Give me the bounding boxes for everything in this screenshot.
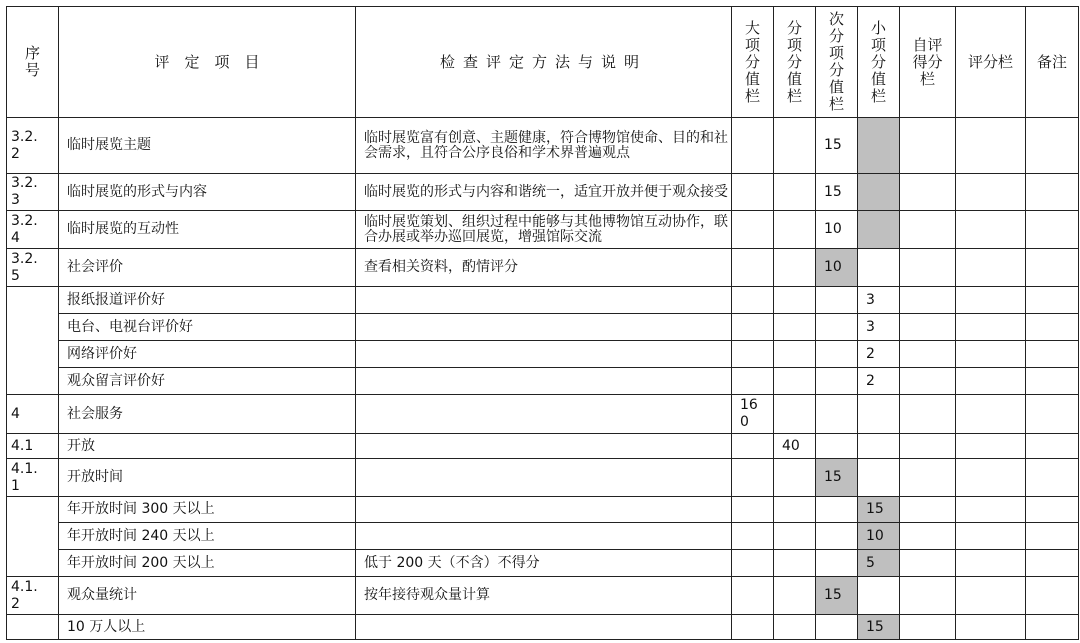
row-item: 年开放时间 300 天以上 — [59, 497, 356, 523]
row-sub — [774, 314, 816, 341]
row-seq — [7, 287, 59, 395]
row-secondary — [816, 434, 858, 459]
row-notes[interactable] — [1026, 314, 1079, 341]
row-item: 临时展览的形式与内容 — [59, 174, 356, 211]
row-method — [356, 497, 732, 523]
row-self-score[interactable] — [900, 577, 956, 615]
row-minor: 2 — [858, 341, 900, 368]
header-sub-score: 分项分值栏 — [774, 7, 816, 118]
row-major — [732, 550, 774, 577]
row-method — [356, 434, 732, 459]
row-major — [732, 118, 774, 174]
row-self-score[interactable] — [900, 523, 956, 550]
header-row — [7, 7, 1079, 118]
header-rating: 评分栏 — [956, 7, 1026, 118]
row-rating[interactable] — [956, 249, 1026, 287]
table-row — [7, 434, 1079, 459]
row-minor — [858, 577, 900, 615]
row-sub — [774, 118, 816, 174]
row-self-score[interactable] — [900, 368, 956, 395]
row-method — [356, 341, 732, 368]
row-self-score[interactable] — [900, 118, 956, 174]
row-minor: 15 — [858, 497, 900, 523]
row-self-score[interactable] — [900, 174, 956, 211]
row-notes[interactable] — [1026, 497, 1079, 523]
row-notes[interactable] — [1026, 434, 1079, 459]
row-notes[interactable] — [1026, 368, 1079, 395]
row-rating[interactable] — [956, 550, 1026, 577]
row-sub — [774, 211, 816, 249]
header-secondary-score: 次分项分值栏 — [816, 7, 858, 118]
table-row — [7, 287, 1079, 314]
row-minor — [858, 395, 900, 434]
table-row — [7, 211, 1079, 249]
row-seq: 3.2.5 — [7, 249, 59, 287]
row-self-score[interactable] — [900, 211, 956, 249]
row-method: 临时展览的形式与内容和谐统一，适宜开放并便于观众接受 — [356, 174, 732, 211]
row-seq: 4 — [7, 395, 59, 434]
row-secondary — [816, 395, 858, 434]
row-item: 开放 — [59, 434, 356, 459]
row-minor — [858, 434, 900, 459]
row-sub: 40 — [774, 434, 816, 459]
table-row — [7, 550, 1079, 577]
row-major — [732, 314, 774, 341]
row-notes[interactable] — [1026, 523, 1079, 550]
row-minor — [858, 211, 900, 249]
table-row — [7, 118, 1079, 174]
row-secondary: 15 — [816, 174, 858, 211]
table-row — [7, 395, 1079, 434]
table-row — [7, 174, 1079, 211]
row-self-score[interactable] — [900, 287, 956, 314]
row-seq: 3.2.2 — [7, 118, 59, 174]
row-minor — [858, 118, 900, 174]
table-row — [7, 368, 1079, 395]
row-item: 观众留言评价好 — [59, 368, 356, 395]
row-item: 年开放时间 240 天以上 — [59, 523, 356, 550]
row-secondary — [816, 287, 858, 314]
row-item: 报纸报道评价好 — [59, 287, 356, 314]
row-self-score[interactable] — [900, 341, 956, 368]
row-method: 查看相关资料，酌情评分 — [356, 249, 732, 287]
row-item: 临时展览主题 — [59, 118, 356, 174]
row-sub — [774, 459, 816, 497]
table-row — [7, 249, 1079, 287]
row-major — [732, 577, 774, 615]
row-major — [732, 249, 774, 287]
row-item: 社会服务 — [59, 395, 356, 434]
row-notes[interactable] — [1026, 459, 1079, 497]
row-method: 按年接待观众量计算 — [356, 577, 732, 615]
row-major — [732, 341, 774, 368]
row-notes[interactable] — [1026, 174, 1079, 211]
row-self-score[interactable] — [900, 497, 956, 523]
row-rating[interactable] — [956, 523, 1026, 550]
row-secondary — [816, 341, 858, 368]
row-rating[interactable] — [956, 118, 1026, 174]
row-major — [732, 459, 774, 497]
row-rating[interactable] — [956, 287, 1026, 314]
row-major — [732, 615, 774, 640]
row-secondary: 15 — [816, 577, 858, 615]
row-self-score[interactable] — [900, 550, 956, 577]
header-item: 评 定 项 目 — [59, 7, 356, 118]
row-method — [356, 615, 732, 640]
row-notes[interactable] — [1026, 395, 1079, 434]
row-seq — [7, 615, 59, 640]
row-notes[interactable] — [1026, 550, 1079, 577]
row-rating[interactable] — [956, 459, 1026, 497]
header-seq: 序号 — [7, 7, 59, 118]
row-seq: 4.1 — [7, 434, 59, 459]
row-notes[interactable] — [1026, 615, 1079, 640]
row-seq: 4.1.1 — [7, 459, 59, 497]
row-secondary — [816, 497, 858, 523]
row-major — [732, 211, 774, 249]
table-row — [7, 523, 1079, 550]
row-major — [732, 368, 774, 395]
row-major — [732, 523, 774, 550]
row-sub — [774, 341, 816, 368]
row-secondary: 10 — [816, 211, 858, 249]
row-item: 10 万人以上 — [59, 615, 356, 640]
row-sub — [774, 174, 816, 211]
row-minor — [858, 174, 900, 211]
row-item: 电台、电视台评价好 — [59, 314, 356, 341]
row-item: 临时展览的互动性 — [59, 211, 356, 249]
row-self-score[interactable] — [900, 314, 956, 341]
row-self-score[interactable] — [900, 459, 956, 497]
row-method — [356, 368, 732, 395]
row-rating[interactable] — [956, 314, 1026, 341]
row-notes[interactable] — [1026, 577, 1079, 615]
row-sub — [774, 497, 816, 523]
header-self-score: 自评得分栏 — [900, 7, 956, 118]
row-minor — [858, 249, 900, 287]
evaluation-table — [6, 6, 1079, 640]
row-rating[interactable] — [956, 497, 1026, 523]
row-method — [356, 459, 732, 497]
row-rating[interactable] — [956, 615, 1026, 640]
row-method: 临时展览策划、组织过程中能够与其他博物馆互动协作，联合办展或举办巡回展览，增强馆际交流 — [356, 211, 732, 249]
row-method: 临时展览富有创意、主题健康，符合博物馆使命、目的和社会需求，且符合公序良俗和学术界普遍观点 — [356, 118, 732, 174]
row-item: 开放时间 — [59, 459, 356, 497]
row-method: 低于 200 天（不含）不得分 — [356, 550, 732, 577]
row-self-score[interactable] — [900, 615, 956, 640]
header-method: 检查评定方法与说明 — [356, 7, 732, 118]
header-major-score: 大项分值栏 — [732, 7, 774, 118]
row-method — [356, 395, 732, 434]
row-notes[interactable] — [1026, 211, 1079, 249]
row-rating[interactable] — [956, 174, 1026, 211]
row-rating[interactable] — [956, 341, 1026, 368]
row-self-score[interactable] — [900, 249, 956, 287]
row-method — [356, 287, 732, 314]
row-secondary — [816, 368, 858, 395]
table-row — [7, 615, 1079, 640]
row-notes[interactable] — [1026, 287, 1079, 314]
table-row — [7, 341, 1079, 368]
row-minor: 3 — [858, 314, 900, 341]
row-major — [732, 497, 774, 523]
row-item: 社会评价 — [59, 249, 356, 287]
row-item: 网络评价好 — [59, 341, 356, 368]
row-notes[interactable] — [1026, 341, 1079, 368]
row-self-score[interactable] — [900, 395, 956, 434]
row-rating[interactable] — [956, 395, 1026, 434]
row-secondary — [816, 615, 858, 640]
row-seq: 4.1.2 — [7, 577, 59, 615]
row-rating[interactable] — [956, 434, 1026, 459]
row-minor: 15 — [858, 615, 900, 640]
row-item: 观众量统计 — [59, 577, 356, 615]
row-sub — [774, 249, 816, 287]
row-sub — [774, 550, 816, 577]
row-rating[interactable] — [956, 577, 1026, 615]
row-secondary: 10 — [816, 249, 858, 287]
row-self-score[interactable] — [900, 434, 956, 459]
row-minor: 2 — [858, 368, 900, 395]
row-minor: 3 — [858, 287, 900, 314]
row-secondary: 15 — [816, 118, 858, 174]
row-seq: 3.2.3 — [7, 174, 59, 211]
table-row — [7, 459, 1079, 497]
row-notes[interactable] — [1026, 249, 1079, 287]
table-row — [7, 314, 1079, 341]
row-secondary — [816, 523, 858, 550]
row-minor: 10 — [858, 523, 900, 550]
row-method — [356, 314, 732, 341]
row-seq — [7, 497, 59, 577]
row-sub — [774, 577, 816, 615]
row-major — [732, 287, 774, 314]
row-rating[interactable] — [956, 211, 1026, 249]
header-notes: 备注 — [1026, 7, 1079, 118]
table-row — [7, 497, 1079, 523]
header-minor-score: 小项分值栏 — [858, 7, 900, 118]
row-major: 160 — [732, 395, 774, 434]
row-notes[interactable] — [1026, 118, 1079, 174]
row-sub — [774, 523, 816, 550]
row-major — [732, 174, 774, 211]
row-sub — [774, 287, 816, 314]
row-secondary: 15 — [816, 459, 858, 497]
row-minor: 5 — [858, 550, 900, 577]
row-seq: 3.2.4 — [7, 211, 59, 249]
row-method — [356, 523, 732, 550]
row-rating[interactable] — [956, 368, 1026, 395]
row-minor — [858, 459, 900, 497]
row-item: 年开放时间 200 天以上 — [59, 550, 356, 577]
row-major — [732, 434, 774, 459]
table-row — [7, 577, 1079, 615]
row-sub — [774, 395, 816, 434]
row-sub — [774, 615, 816, 640]
row-secondary — [816, 550, 858, 577]
row-secondary — [816, 314, 858, 341]
row-sub — [774, 368, 816, 395]
